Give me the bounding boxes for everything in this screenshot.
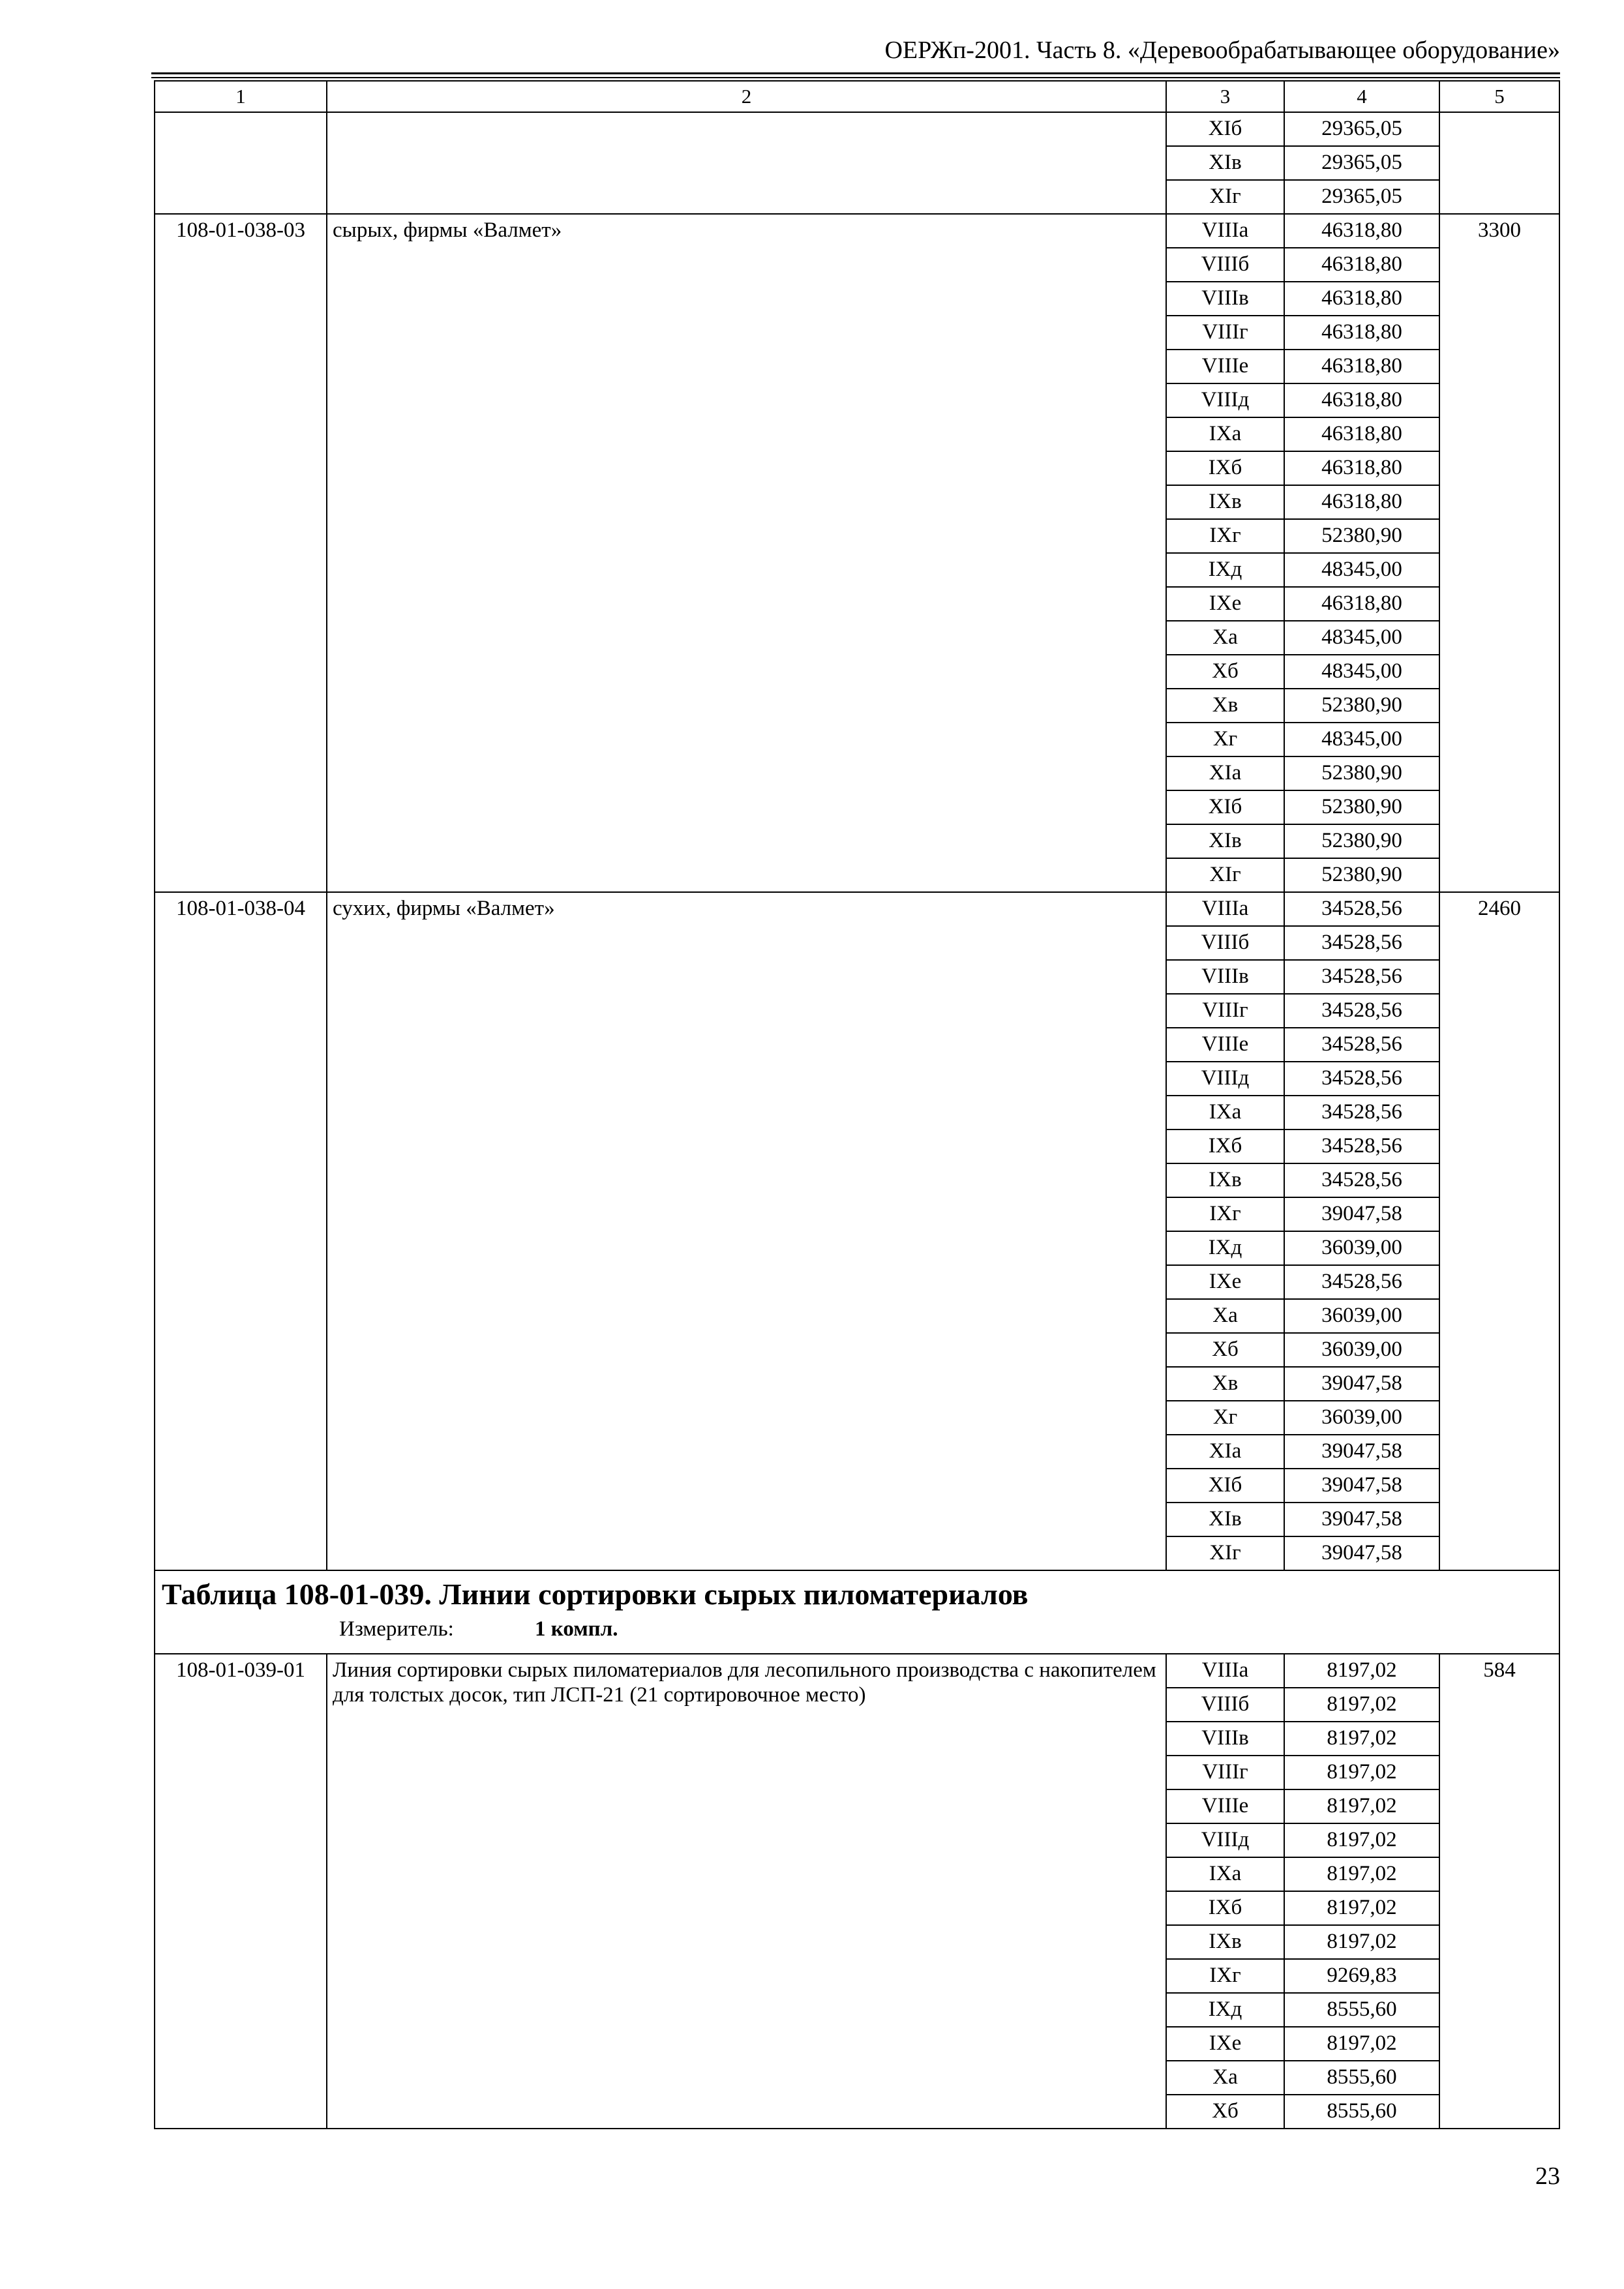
zone-cell: IXб [1166,1891,1284,1925]
zone-cell: VIIIб [1166,248,1284,282]
price-cell: 48345,00 [1284,621,1439,655]
zone-cell: Xа [1166,1299,1284,1333]
zone-cell: VIIIе [1166,1789,1284,1823]
price-cell: 52380,90 [1284,689,1439,723]
price-cell: 8197,02 [1284,1722,1439,1756]
price-cell: 52380,90 [1284,858,1439,892]
zone-cell: Xв [1166,689,1284,723]
price-cell: 8197,02 [1284,1857,1439,1891]
price-cell: 46318,80 [1284,587,1439,621]
column-header-row [155,81,1559,112]
column-header: 3 [1166,81,1284,112]
price-cell: 46318,80 [1284,316,1439,350]
zone-cell: VIIIб [1166,1688,1284,1722]
zone-cell: IXг [1166,519,1284,553]
price-cell: 8197,02 [1284,1891,1439,1925]
price-cell: 48345,00 [1284,553,1439,587]
row-power: 3300 [1439,214,1559,892]
row-code: 108-01-038-04 [155,892,327,1570]
zone-cell: IXв [1166,1925,1284,1959]
price-cell: 46318,80 [1284,214,1439,248]
zone-cell: XIб [1166,112,1284,146]
price-cell: 52380,90 [1284,756,1439,790]
price-cell: 8197,02 [1284,1789,1439,1823]
price-cell: 39047,58 [1284,1367,1439,1401]
price-table [154,80,1560,2129]
price-cell: 39047,58 [1284,1435,1439,1469]
price-cell: 52380,90 [1284,519,1439,553]
price-cell: 46318,80 [1284,350,1439,383]
zone-cell: XIг [1166,858,1284,892]
zone-cell: Xв [1166,1367,1284,1401]
price-cell: 48345,00 [1284,655,1439,689]
zone-cell: XIа [1166,756,1284,790]
zone-cell: IXг [1166,1197,1284,1231]
table-row [155,112,1559,146]
price-cell: 34528,56 [1284,926,1439,960]
zone-cell: XIв [1166,1503,1284,1536]
price-cell: 29365,05 [1284,112,1439,146]
price-cell: 52380,90 [1284,824,1439,858]
price-cell: 34528,56 [1284,892,1439,926]
zone-cell: VIIIг [1166,316,1284,350]
zone-cell: XIб [1166,1469,1284,1503]
zone-cell: XIв [1166,824,1284,858]
price-cell: 34528,56 [1284,1265,1439,1299]
zone-cell: IXб [1166,1130,1284,1163]
row-name: сырых, фирмы «Валмет» [327,214,1166,892]
price-cell: 46318,80 [1284,282,1439,316]
row-power: 2460 [1439,892,1559,1570]
row-code [155,112,327,214]
zone-cell: XIг [1166,1536,1284,1570]
zone-cell: VIIIе [1166,1028,1284,1062]
price-cell: 8197,02 [1284,2027,1439,2061]
zone-cell: Xг [1166,723,1284,756]
zone-cell: XIа [1166,1435,1284,1469]
zone-cell: VIIIе [1166,350,1284,383]
zone-cell: VIIIа [1166,892,1284,926]
zone-cell: IXе [1166,587,1284,621]
zone-cell: IXд [1166,1231,1284,1265]
zone-cell: VIIIг [1166,994,1284,1028]
zone-cell: XIб [1166,790,1284,824]
price-cell: 34528,56 [1284,1096,1439,1130]
price-cell: 8555,60 [1284,2061,1439,2095]
zone-cell: IXе [1166,1265,1284,1299]
zone-cell: IXб [1166,451,1284,485]
price-cell: 34528,56 [1284,994,1439,1028]
table-title: Таблица 108-01-039. Линии сортировки сырых пиломатериалов [162,1578,1029,1611]
table-row [155,214,1559,248]
row-power [1439,112,1559,214]
price-cell: 34528,56 [1284,1062,1439,1096]
zone-cell: IXе [1166,2027,1284,2061]
price-cell: 34528,56 [1284,960,1439,994]
table-section-cell [155,1570,1559,1654]
price-cell: 46318,80 [1284,383,1439,417]
column-header: 4 [1284,81,1439,112]
price-cell: 8197,02 [1284,1925,1439,1959]
row-code: 108-01-039-01 [155,1654,327,2129]
zone-cell: IXа [1166,417,1284,451]
price-cell: 8197,02 [1284,1688,1439,1722]
price-cell: 34528,56 [1284,1163,1439,1197]
column-header: 2 [327,81,1166,112]
zone-cell: VIIIа [1166,1654,1284,1688]
zone-cell: VIIIд [1166,1823,1284,1857]
row-code: 108-01-038-03 [155,214,327,892]
zone-cell: VIIIв [1166,1722,1284,1756]
price-cell: 46318,80 [1284,451,1439,485]
price-cell: 29365,05 [1284,180,1439,214]
unit-label: Измеритель: [339,1617,454,1641]
zone-cell: Xа [1166,621,1284,655]
row-name: сухих, фирмы «Валмет» [327,892,1166,1570]
zone-cell: VIIIв [1166,282,1284,316]
price-cell: 8197,02 [1284,1654,1439,1688]
zone-cell: VIIIд [1166,1062,1284,1096]
page-number: 23 [1535,2162,1560,2190]
column-header: 5 [1439,81,1559,112]
price-cell: 36039,00 [1284,1299,1439,1333]
price-cell: 36039,00 [1284,1333,1439,1367]
table-row [155,892,1559,926]
unit-value: 1 компл. [535,1617,618,1641]
price-cell: 39047,58 [1284,1503,1439,1536]
price-cell: 48345,00 [1284,723,1439,756]
price-cell: 9269,83 [1284,1959,1439,1993]
table-unit [162,1617,1552,1642]
price-cell: 8555,60 [1284,2095,1439,2129]
price-cell: 29365,05 [1284,146,1439,180]
zone-cell: Xг [1166,1401,1284,1435]
table-row [155,1654,1559,1688]
zone-cell: VIIIд [1166,383,1284,417]
zone-cell: Xб [1166,2095,1284,2129]
price-cell: 34528,56 [1284,1028,1439,1062]
row-name [327,112,1166,214]
price-cell: 52380,90 [1284,790,1439,824]
zone-cell: XIг [1166,180,1284,214]
zone-cell: VIIIб [1166,926,1284,960]
price-cell: 46318,80 [1284,485,1439,519]
price-cell: 46318,80 [1284,248,1439,282]
price-cell: 39047,58 [1284,1197,1439,1231]
zone-cell: IXа [1166,1096,1284,1130]
zone-cell: IXд [1166,1993,1284,2027]
zone-cell: IXв [1166,485,1284,519]
row-power: 584 [1439,1654,1559,2129]
price-cell: 8197,02 [1284,1823,1439,1857]
price-cell: 36039,00 [1284,1401,1439,1435]
price-cell: 34528,56 [1284,1130,1439,1163]
zone-cell: VIIIг [1166,1756,1284,1789]
zone-cell: IXг [1166,1959,1284,1993]
price-cell: 46318,80 [1284,417,1439,451]
header-rule [151,77,1560,78]
zone-cell: IXв [1166,1163,1284,1197]
zone-cell: VIIIа [1166,214,1284,248]
column-header: 1 [155,81,327,112]
table-section-row [155,1570,1559,1654]
zone-cell: IXд [1166,553,1284,587]
header-rule [151,72,1560,74]
price-cell: 8197,02 [1284,1756,1439,1789]
row-name: Линия сортировки сырых пиломатериалов для лесопильного производства с накопителем для толстых досок, тип ЛСП-21 (21 сортировочное место) [327,1654,1166,2129]
zone-cell: IXа [1166,1857,1284,1891]
price-cell: 8555,60 [1284,1993,1439,2027]
zone-cell: Xб [1166,655,1284,689]
price-cell: 36039,00 [1284,1231,1439,1265]
price-cell: 39047,58 [1284,1536,1439,1570]
zone-cell: XIв [1166,146,1284,180]
zone-cell: VIIIв [1166,960,1284,994]
zone-cell: Xа [1166,2061,1284,2095]
price-cell: 39047,58 [1284,1469,1439,1503]
zone-cell: Xб [1166,1333,1284,1367]
page-header-title: ОЕРЖп-2001. Часть 8. «Деревообрабатывающее оборудование» [884,37,1560,64]
